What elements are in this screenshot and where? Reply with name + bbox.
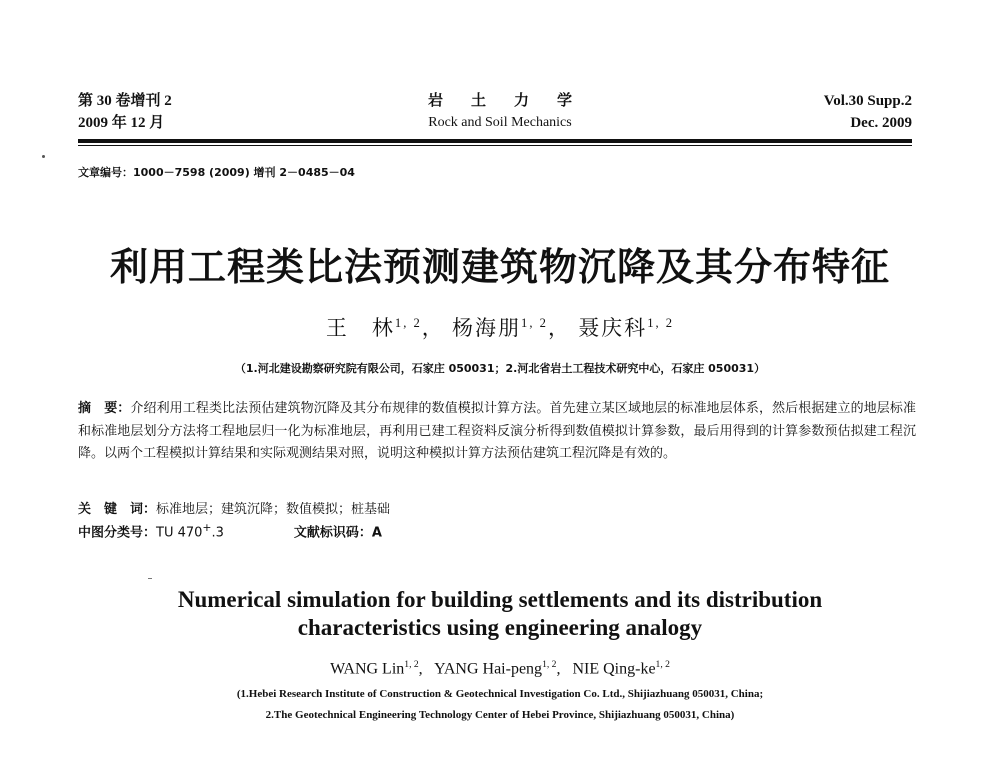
classification-line [78,521,382,540]
authors-en [0,659,1000,678]
abstract-text: 介绍利用工程类比法预估建筑物沉降及其分布规律的数值模拟计算方法。首先建立某区域地层的标准地层体系，然后根据建立的地层标准和标准地层划分方法将工程地层归一化为标准地层，再利用已建工程资料反演分析得到数值模拟计算参数，最后用得到的计算参数预估拟建工程沉降。以两个工程模拟计算结果和实际观测结果对照，说明这种模拟计算方法预估建筑工程沉降是有效的。 [78,401,916,461]
doc-code-label: 文献标识码： [293,525,372,541]
date-cn: 2009 年 12 月 [78,115,165,131]
scan-speck [42,155,45,158]
author-name-en: WANG Lin [330,660,405,678]
cutoff-text-line [70,754,930,760]
keywords-text: 标准地层；建筑沉降；数值模拟；桩基础 [156,502,391,517]
abstract-label: 摘 要： [78,401,131,416]
title-en [0,586,1000,642]
author-separator: ， [421,316,445,340]
author-affil-sup: 1, 2 [394,316,422,330]
author-separator: ， [547,316,571,340]
journal-issue-info-en [824,90,912,134]
clc-value-sup: + [202,521,212,534]
affiliation-en-line2: 2.The Geotechnical Engineering Technology Center of Hebei Province, Shijiazhuang 050031, China) [265,709,735,721]
scan-tick [148,578,152,579]
affiliation-cn: （1.河北建设勘察研究院有限公司，石家庄 050031；2.河北省岩土工程技术研究中心，石家庄 050031） [234,362,766,375]
date-en: Dec. 2009 [850,115,912,131]
title-en-line2: characteristics using engineering analogy [297,615,703,640]
header-rule-thin [78,145,912,146]
author-name: 杨海朋 [452,316,522,340]
clc-label: 中图分类号： [78,525,157,541]
author-name: 聂庆科 [578,316,648,340]
title-en-line1: Numerical simulation for building settlements and its distribution [177,587,823,612]
journal-name-cn: 岩土力学 [427,93,600,109]
header-rule-thick [78,139,912,143]
author-name-en: NIE Qing-ke [572,660,656,678]
author-affil-sup: 1, 2 [542,659,557,670]
volume-issue-cn: 第 30 卷增刊 2 [78,93,172,109]
author-name-en: YANG Hai-peng [434,660,543,678]
clc-value-tail: .3 [211,525,224,541]
article-number: 文章编号：1000－7598 (2009) 增刊 2－0485－04 [78,166,355,179]
author-affil-sup: 1, 2 [404,659,419,670]
title-cn: 利用工程类比法预测建筑物沉降及其分布特征 [109,245,890,289]
author-affil-sup: 1, 2 [521,316,548,330]
author-separator: , [418,660,423,678]
keywords-cn [78,498,390,517]
author-name: 王 林 [325,316,395,340]
volume-issue-en: Vol.30 Supp.2 [823,93,912,109]
author-affil-sup: 1, 2 [647,316,675,330]
author-separator: , [556,660,561,678]
keywords-label: 关 键 词： [78,502,157,517]
clc-value: TU 470 [156,525,203,541]
abstract-cn [78,398,916,466]
authors-cn [0,312,1000,342]
journal-name-en: Rock and Soil Mechanics [428,115,572,130]
affiliation-en-line1: (1.Hebei Research Institute of Construction & Geotechnical Investigation Co. Ltd., Shijiazhuang 050031, China; [236,688,764,700]
author-affil-sup: 1, 2 [655,659,670,670]
doc-code-value: A [371,525,382,541]
